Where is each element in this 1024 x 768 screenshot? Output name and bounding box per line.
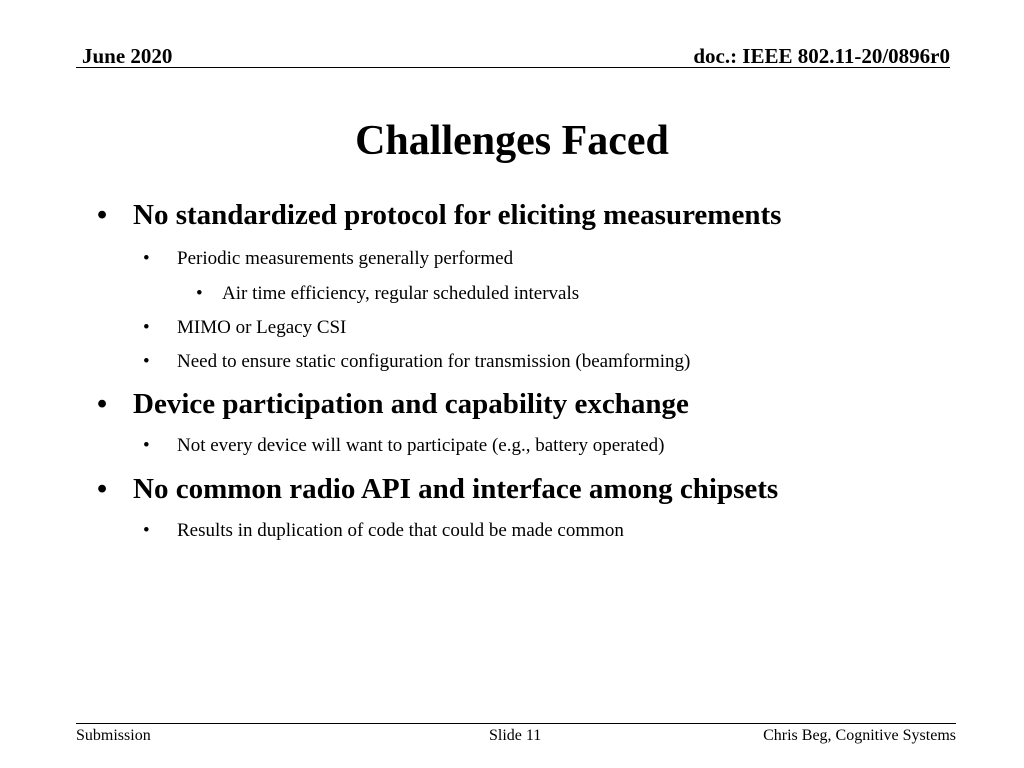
bullet-icon: • (143, 248, 150, 269)
bullet-item (143, 248, 514, 270)
footer-submission: Submission (76, 727, 151, 744)
bullet-text: Device participation and capability exchange (133, 388, 689, 420)
bullet-text: Periodic measurements generally performed (177, 248, 514, 269)
footer-divider (76, 723, 956, 724)
slide-title: Challenges Faced (355, 118, 669, 164)
bullet-icon: • (143, 520, 150, 541)
bullet-text: Not every device will want to participate (e.g., battery operated) (177, 435, 665, 456)
bullet-icon: • (143, 435, 150, 456)
bullet-text: Air time efficiency, regular scheduled intervals (222, 283, 580, 304)
bullet-item (196, 283, 580, 305)
bullet-text: No standardized protocol for eliciting measurements (133, 199, 782, 231)
bullet-item (97, 473, 779, 506)
bullet-item (143, 435, 665, 457)
bullet-icon: • (143, 317, 150, 338)
bullet-icon: • (97, 473, 108, 505)
header-date: June 2020 (82, 44, 173, 68)
bullet-text: No common radio API and interface among chipsets (133, 473, 779, 505)
footer-author: Chris Beg, Cognitive Systems (763, 727, 956, 744)
bullet-item (143, 351, 691, 373)
bullet-item (97, 388, 689, 421)
bullet-item (97, 199, 782, 232)
bullet-item (143, 520, 624, 542)
bullet-item (143, 317, 347, 339)
bullet-icon: • (143, 351, 150, 372)
header-doc-id: doc.: IEEE 802.11-20/0896r0 (693, 44, 950, 68)
bullet-text: Need to ensure static configuration for transmission (beamforming) (177, 351, 691, 372)
bullet-text: Results in duplication of code that could be made common (177, 520, 624, 541)
bullet-icon: • (97, 199, 108, 231)
bullet-icon: • (97, 388, 108, 420)
footer-slide-number: Slide 11 (489, 727, 542, 744)
bullet-text: MIMO or Legacy CSI (177, 317, 347, 338)
bullet-icon: • (196, 283, 203, 304)
